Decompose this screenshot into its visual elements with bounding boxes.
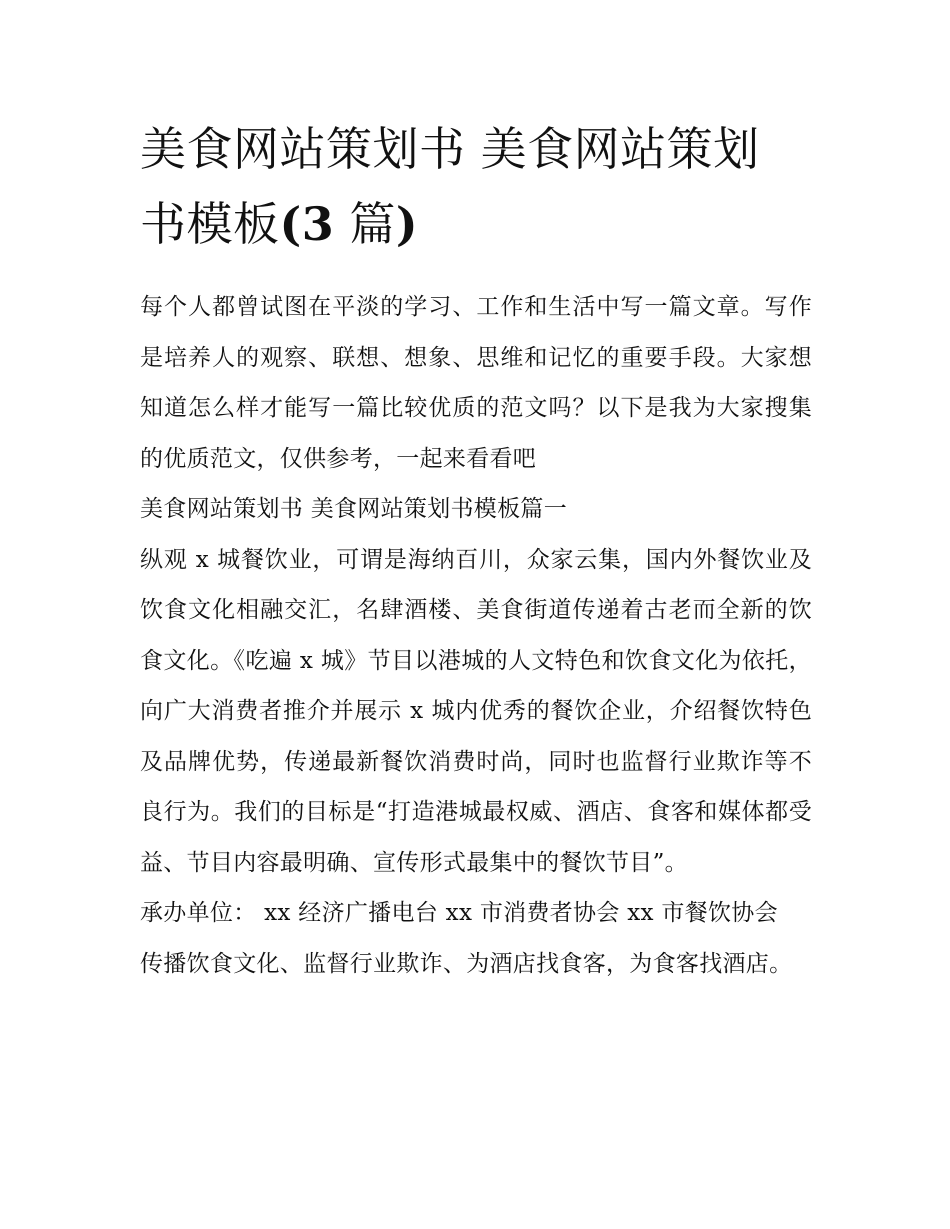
title-count-close: ) (395, 197, 419, 251)
intro-paragraph: 每个人都曾试图在平淡的学习、工作和生活中写一篇文章。写作是培养人的观察、联想、想象、思维和记忆的重要手段。大家想知道怎么样才能写一篇比较优质的范文吗？以下是我为大家搜集的优质范文，仅供参考，一起来看看吧 (140, 294, 812, 472)
title-count-unit: 篇 (334, 197, 396, 251)
document-title (140, 112, 812, 262)
document-page (140, 112, 812, 989)
title-line-1: 美食网站策划书 美食网站策划 (140, 122, 760, 176)
title-line-2-prefix: 书模板 (140, 197, 280, 251)
organizers-paragraph: 承办单位： xx 经济广播电台 xx 市消费者协会 xx 市餐饮协会 (140, 900, 778, 926)
title-count-open: (3 (279, 197, 335, 251)
mission-paragraph: 传播饮食文化、监督行业欺诈、为酒店找食客，为食客找酒店。 (140, 950, 793, 977)
body-paragraph: 纵观 x 城餐饮业，可谓是海纳百川，众家云集，国内外餐饮业及饮食文化相融交汇，名肆酒楼、美食街道传递着古老而全新的饮食文化。《吃遍 x 城》节目以港城的人文特色和饮食文化为依托，向广大消费者推介并展示 x 城内优秀的餐饮企业，介绍餐饮特色及品牌优势，传递最新餐饮消费时尚，同时也监督行业欺诈等不良行为。我们的目标是“打造港城最权威、酒店、食客和媒体都受益、节目内容最明确、宣传形式最集中的餐饮节目”。 (140, 546, 812, 876)
section-heading: 美食网站策划书 美食网站策划书模板篇一 (140, 496, 568, 522)
